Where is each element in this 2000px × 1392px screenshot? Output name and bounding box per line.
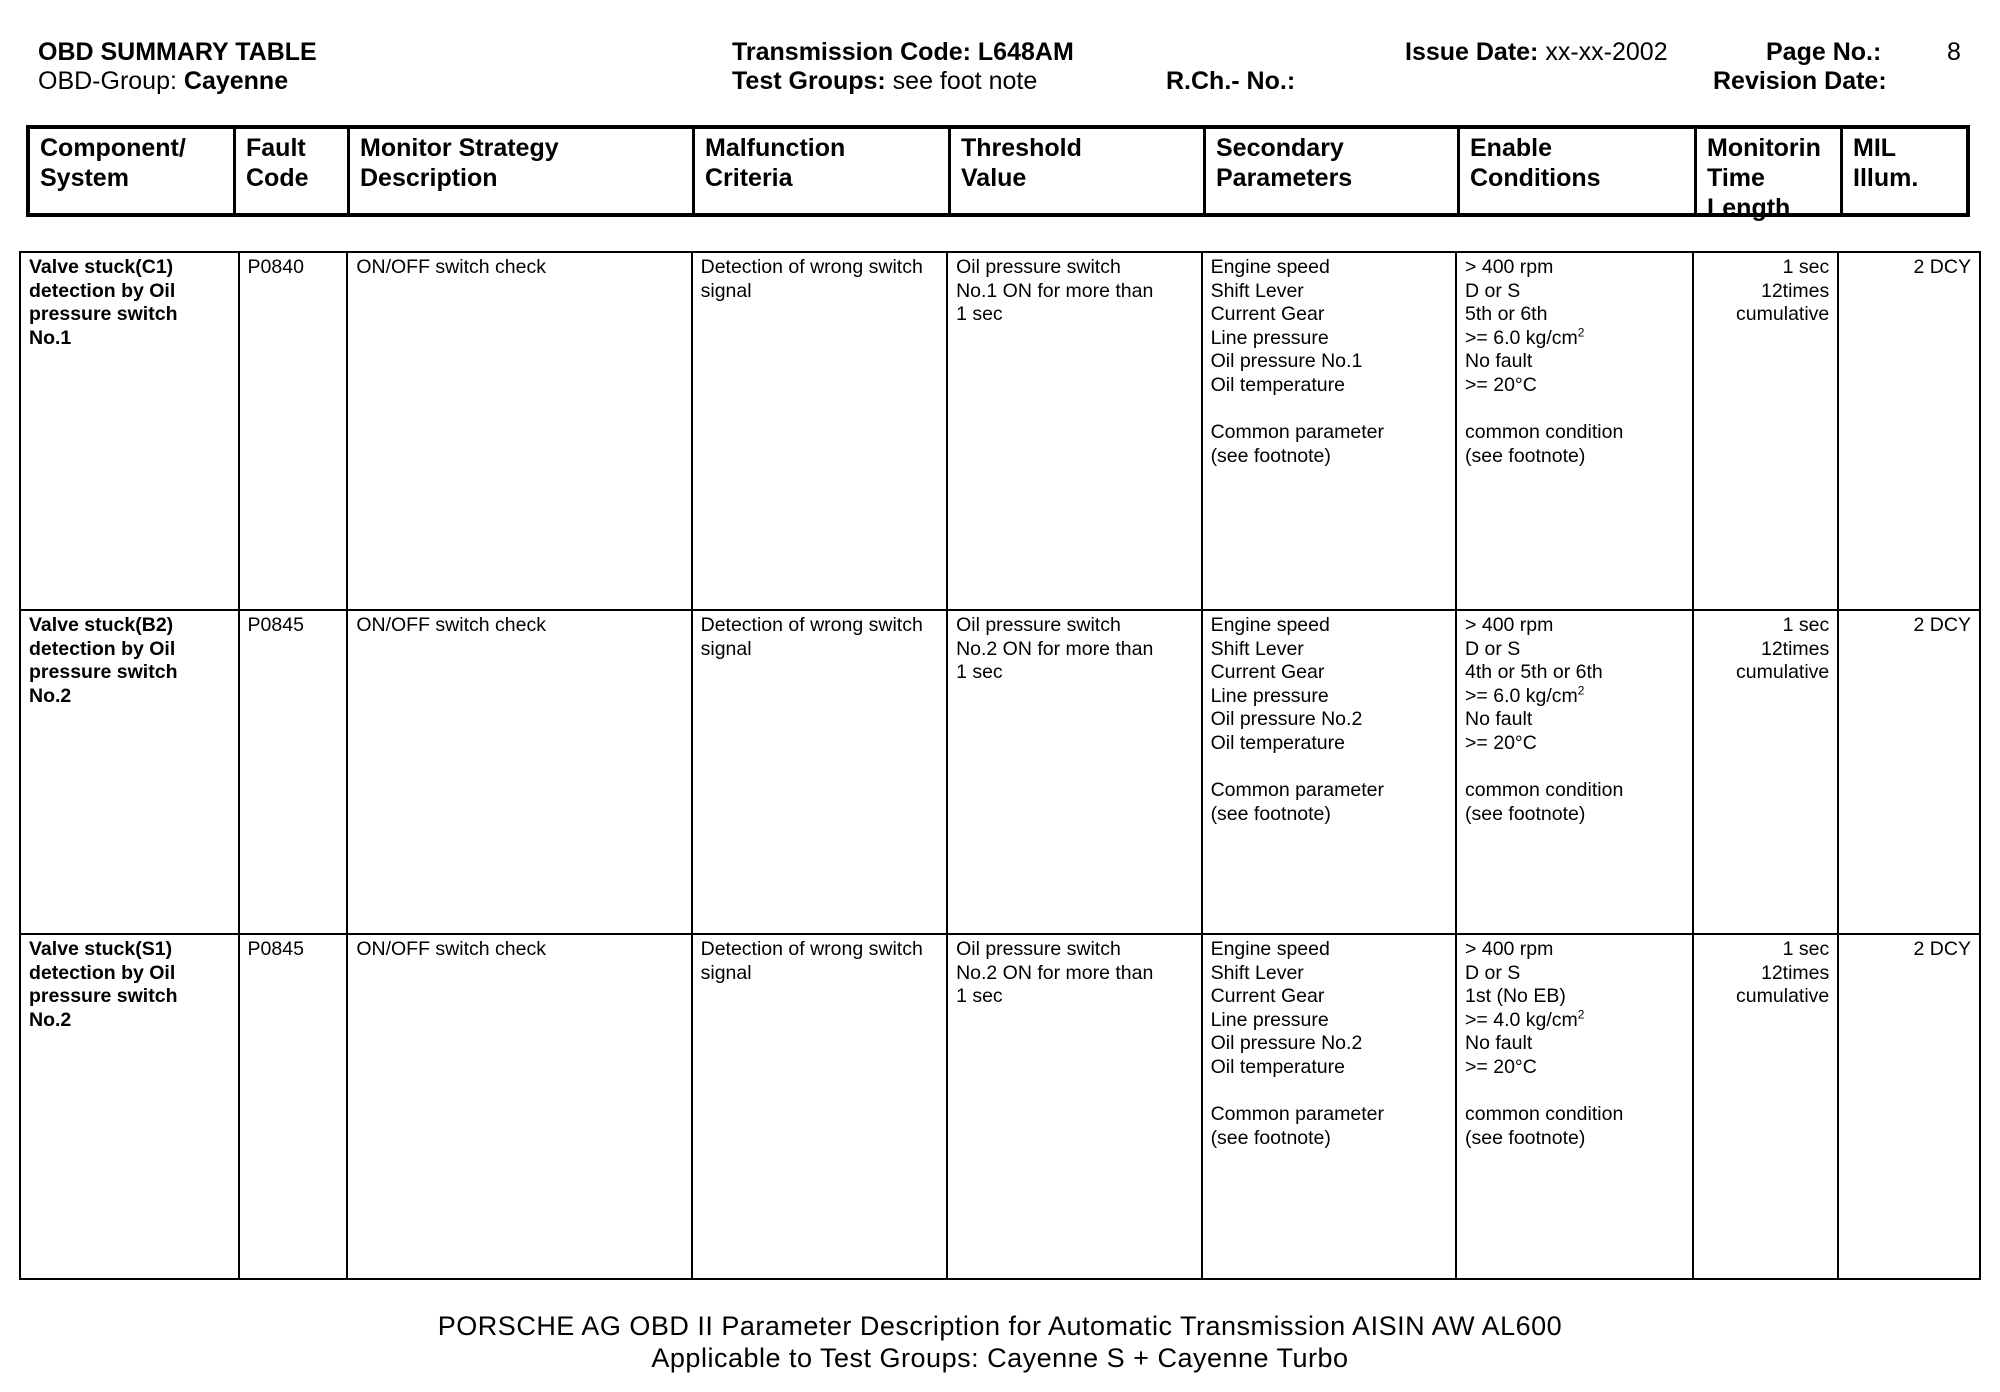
component-line: Valve stuck(C1) [29,256,174,278]
fault-code: P0845 [247,614,304,636]
cell-time-length [1694,935,1840,1278]
cell-fault-code [240,935,349,1278]
footer-line-2: Applicable to Test Groups: Cayenne S + Cayenne Turbo [651,1343,1349,1373]
time-line: 1 sec [1782,614,1830,636]
secondary-line: Shift Lever [1210,637,1304,660]
enable-line: (see footnote) [1465,802,1586,825]
strategy-text: ON/OFF switch check [356,938,546,960]
component-line: No.2 [29,1008,72,1031]
secondary-line: Oil temperature [1210,373,1345,396]
component-line: Valve stuck(S1) [29,938,173,960]
enable-line: common condition [1465,1103,1624,1126]
test-groups: Test Groups: see foot note [732,67,1038,95]
col-monitor-strategy: Monitor Strategy Description [350,129,695,213]
cell-time-length [1694,253,1840,609]
footer-line-1: PORSCHE AG OBD II Parameter Description for Automatic Transmission AISIN AW AL600 [437,1311,1563,1341]
page-no-label: Page No.: [1766,38,1882,66]
secondary-line: Oil pressure No.1 [1210,350,1363,373]
secondary-line: (see footnote) [1210,1126,1331,1149]
component-line: No.2 [29,684,72,707]
rch-no: R.Ch.- No.: [1166,67,1296,95]
table-row [21,253,1979,609]
secondary-line: Current Gear [1210,985,1325,1008]
component-line: detection by Oil [29,961,176,984]
col-threshold: Threshold Value [951,129,1206,213]
cell-fault-code [240,253,349,609]
col-component: Component/ System [30,129,236,213]
cell-enable [1457,253,1694,609]
cell-strategy [348,611,692,933]
col-malfunction: Malfunction Criteria [695,129,951,213]
cell-mil [1839,611,1979,933]
cell-threshold [948,611,1202,933]
mil-value: 2 DCY [1913,256,1971,278]
enable-line: common condition [1465,779,1624,802]
threshold-line: No.2 ON for more than [956,637,1154,660]
mil-value: 2 DCY [1913,614,1971,636]
table-row [21,609,1979,933]
enable-line: >= 6.0 kg/cm [1465,684,1578,707]
time-line: cumulative [1736,303,1830,326]
secondary-line: Common parameter [1210,1103,1384,1126]
malfunction-line: signal [700,961,752,984]
page-no-value: 8 [1947,38,1961,66]
unit-superscript: 2 [1577,1007,1585,1022]
cell-malfunction [693,935,948,1278]
threshold-line: 1 sec [956,985,1003,1008]
secondary-line: Oil pressure No.2 [1210,708,1363,731]
enable-line: >= 20°C [1465,1055,1537,1078]
revision-date: Revision Date: [1713,67,1887,95]
cell-component [21,253,240,609]
strategy-text: ON/OFF switch check [356,256,546,278]
malfunction-line: Detection of wrong switch [700,938,923,960]
cell-mil [1839,935,1979,1278]
cell-secondary [1203,935,1457,1278]
cell-malfunction [693,253,948,609]
enable-line: 1st (No EB) [1465,985,1566,1008]
cell-fault-code [240,611,349,933]
threshold-line: Oil pressure switch [956,614,1121,636]
time-line: 12times [1760,637,1830,660]
secondary-line: Line pressure [1210,684,1329,707]
secondary-line: Engine speed [1210,256,1330,278]
enable-line: >= 4.0 kg/cm [1465,1008,1578,1031]
transmission-code: Transmission Code: L648AM [732,38,1074,66]
secondary-line: Oil pressure No.2 [1210,1032,1363,1055]
malfunction-line: signal [700,637,752,660]
threshold-line: 1 sec [956,661,1003,684]
enable-line: 5th or 6th [1465,303,1548,326]
cell-threshold [948,253,1202,609]
enable-line: (see footnote) [1465,444,1586,467]
enable-line: common condition [1465,421,1624,444]
enable-line: 4th or 5th or 6th [1465,661,1603,684]
enable-line: (see footnote) [1465,1126,1586,1149]
cell-mil [1839,253,1979,609]
secondary-line: Oil temperature [1210,1055,1345,1078]
col-time-length: Monitorin Time Length [1697,129,1843,213]
enable-line: No fault [1465,350,1533,373]
threshold-line: Oil pressure switch [956,938,1121,960]
secondary-line: Engine speed [1210,938,1330,960]
cell-time-length [1694,611,1840,933]
time-line: 12times [1760,279,1830,302]
fault-code: P0840 [247,256,304,278]
component-line: pressure switch [29,303,178,326]
unit-superscript: 2 [1577,325,1585,340]
enable-line: No fault [1465,708,1533,731]
enable-line: >= 20°C [1465,731,1537,754]
mil-value: 2 DCY [1913,938,1971,960]
threshold-line: Oil pressure switch [956,256,1121,278]
unit-superscript: 2 [1577,683,1585,698]
obd-group: OBD-Group: Cayenne [38,67,289,95]
col-enable: Enable Conditions [1460,129,1697,213]
component-line: Valve stuck(B2) [29,614,174,636]
threshold-line: No.2 ON for more than [956,961,1154,984]
secondary-line: Oil temperature [1210,731,1345,754]
cell-secondary [1203,611,1457,933]
cell-strategy [348,253,692,609]
cell-secondary [1203,253,1457,609]
column-header-table [26,125,1970,222]
secondary-line: Shift Lever [1210,279,1304,302]
secondary-line: (see footnote) [1210,802,1331,825]
enable-line: >= 6.0 kg/cm [1465,326,1578,349]
secondary-line: Engine speed [1210,614,1330,636]
cell-enable [1457,611,1694,933]
col-fault-code: Fault Code [236,129,350,213]
issue-date: Issue Date: xx-xx-2002 [1405,38,1668,66]
secondary-line: Common parameter [1210,421,1384,444]
enable-line: >= 20°C [1465,373,1537,396]
enable-line: No fault [1465,1032,1533,1055]
enable-line: D or S [1465,961,1521,984]
malfunction-line: Detection of wrong switch [700,614,923,636]
component-line: detection by Oil [29,279,176,302]
obd-summary-table [19,251,1981,1280]
time-line: 12times [1760,961,1830,984]
component-line: detection by Oil [29,637,176,660]
enable-line: D or S [1465,279,1521,302]
time-line: 1 sec [1782,256,1830,278]
col-secondary: Secondary Parameters [1206,129,1460,213]
cell-component [21,935,240,1278]
time-line: 1 sec [1782,938,1830,960]
secondary-line: Shift Lever [1210,961,1304,984]
cell-threshold [948,935,1202,1278]
malfunction-line: signal [700,279,752,302]
cell-strategy [348,935,692,1278]
threshold-line: No.1 ON for more than [956,279,1154,302]
doc-title: OBD SUMMARY TABLE [38,38,317,66]
strategy-text: ON/OFF switch check [356,614,546,636]
secondary-line: Common parameter [1210,779,1384,802]
table-row [21,933,1979,1278]
time-line: cumulative [1736,985,1830,1008]
enable-line: > 400 rpm [1465,256,1554,278]
component-line: No.1 [29,326,72,349]
component-line: pressure switch [29,985,178,1008]
malfunction-line: Detection of wrong switch [700,256,923,278]
threshold-line: 1 sec [956,303,1003,326]
secondary-line: Current Gear [1210,303,1325,326]
time-line: cumulative [1736,661,1830,684]
cell-component [21,611,240,933]
col-mil: MIL Illum. [1853,134,1919,192]
fault-code: P0845 [247,938,304,960]
cell-malfunction [693,611,948,933]
secondary-line: Line pressure [1210,1008,1329,1031]
secondary-line: Current Gear [1210,661,1325,684]
enable-line: D or S [1465,637,1521,660]
cell-enable [1457,935,1694,1278]
enable-line: > 400 rpm [1465,614,1554,636]
secondary-line: Line pressure [1210,326,1329,349]
component-line: pressure switch [29,661,178,684]
secondary-line: (see footnote) [1210,444,1331,467]
enable-line: > 400 rpm [1465,938,1554,960]
